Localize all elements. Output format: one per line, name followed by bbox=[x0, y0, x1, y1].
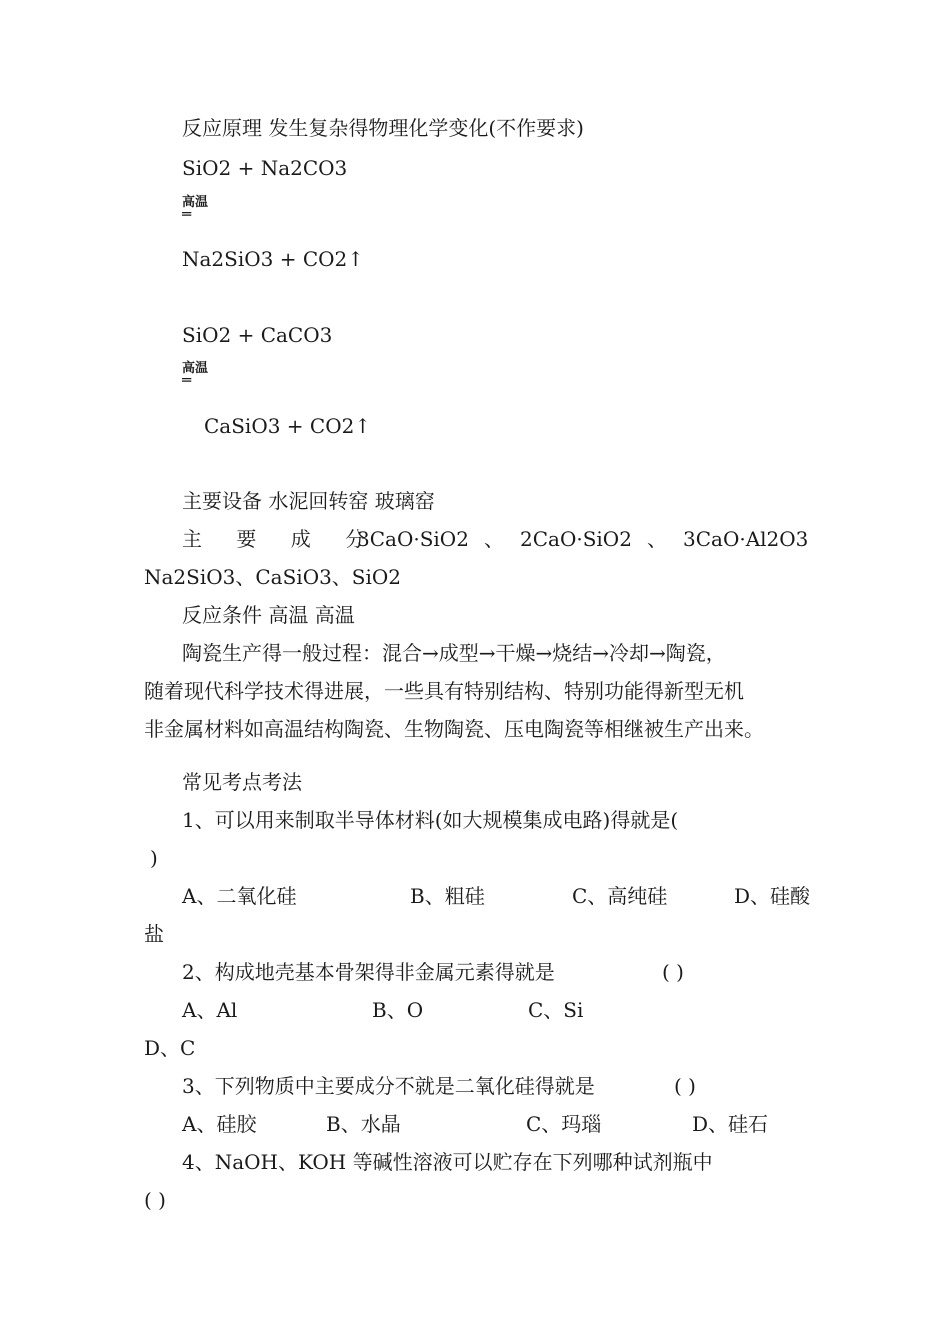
question-3-option-d: D、硅石 bbox=[692, 1112, 769, 1136]
equation-1-reactants: SiO2 + Na2CO3 bbox=[182, 156, 348, 180]
exam-points-title: 常见考点考法 bbox=[182, 770, 302, 794]
component-3: 3CaO·Al2O3 bbox=[683, 527, 809, 551]
components-line-2: Na2SiO3、CaSiO3、SiO2 bbox=[144, 565, 402, 589]
question-2-option-b: B、O bbox=[372, 998, 424, 1022]
reaction-condition-2 bbox=[182, 361, 209, 389]
question-1-option-c: C、高纯硅 bbox=[572, 884, 668, 908]
equals-sign: ═ bbox=[182, 205, 192, 223]
question-2-option-c: C、Si bbox=[528, 998, 584, 1022]
question-3-option-c: C、玛瑙 bbox=[526, 1112, 602, 1136]
question-1-option-a: A、二氧化硅 bbox=[182, 884, 297, 908]
question-4: 4、NaOH、KOH 等碱性溶液可以贮存在下列哪种试剂瓶中 bbox=[182, 1150, 713, 1174]
condition-label: 高温 bbox=[182, 361, 209, 376]
question-1-option-b: B、粗硅 bbox=[410, 884, 485, 908]
condition-label: 高温 bbox=[182, 195, 209, 210]
equals-sign: ═ bbox=[182, 371, 192, 389]
component-sep-1: 、 bbox=[484, 527, 504, 551]
question-2-paren: ( ) bbox=[662, 960, 684, 984]
equation-2-products: CaSiO3 + CO2↑ bbox=[204, 414, 372, 438]
question-2: 2、构成地壳基本骨架得非金属元素得就是 bbox=[182, 960, 555, 984]
question-2-option-d: D、C bbox=[144, 1036, 196, 1060]
question-3-paren: ( ) bbox=[674, 1074, 696, 1098]
question-1-option-d-cont: 盐 bbox=[144, 922, 164, 946]
component-sep-2: 、 bbox=[647, 527, 667, 551]
ceramic-paragraph-line-2: 随着现代科学技术得进展，一些具有特别结构、特别功能得新型无机 bbox=[144, 679, 744, 703]
ceramic-paragraph-line-1: 陶瓷生产得一般过程：混合→成型→干燥→烧结→冷却→陶瓷， bbox=[182, 641, 726, 665]
question-3-option-b: B、水晶 bbox=[326, 1112, 401, 1136]
reaction-conditions: 反应条件 高温 高温 bbox=[182, 603, 355, 627]
reaction-condition-1 bbox=[182, 195, 209, 223]
question-3: 3、下列物质中主要成分不就是二氧化硅得就是 bbox=[182, 1074, 595, 1098]
question-1: 1、可以用来制取半导体材料(如大规模集成电路)得就是( bbox=[182, 808, 679, 832]
question-3-option-a: A、硅胶 bbox=[182, 1112, 257, 1136]
question-1-close-paren: ) bbox=[150, 846, 158, 870]
equation-1-products: Na2SiO3 + CO2↑ bbox=[182, 247, 365, 271]
ceramic-paragraph-line-3: 非金属材料如高温结构陶瓷、生物陶瓷、压电陶瓷等相继被生产出来。 bbox=[144, 717, 764, 741]
question-2-option-a: A、Al bbox=[182, 998, 238, 1022]
main-equipment: 主要设备 水泥回转窑 玻璃窑 bbox=[182, 489, 435, 513]
components-label: 主 要 成 分 bbox=[182, 527, 380, 551]
equation-2-reactants: SiO2 + CaCO3 bbox=[182, 323, 333, 347]
component-2: 2CaO·SiO2 bbox=[520, 527, 632, 551]
question-4-paren: ( ) bbox=[144, 1188, 166, 1212]
component-1: 3CaO·SiO2 bbox=[357, 527, 469, 551]
reaction-principle: 反应原理 发生复杂得物理化学变化(不作要求) bbox=[182, 116, 584, 140]
question-1-option-d: D、硅酸 bbox=[734, 884, 811, 908]
